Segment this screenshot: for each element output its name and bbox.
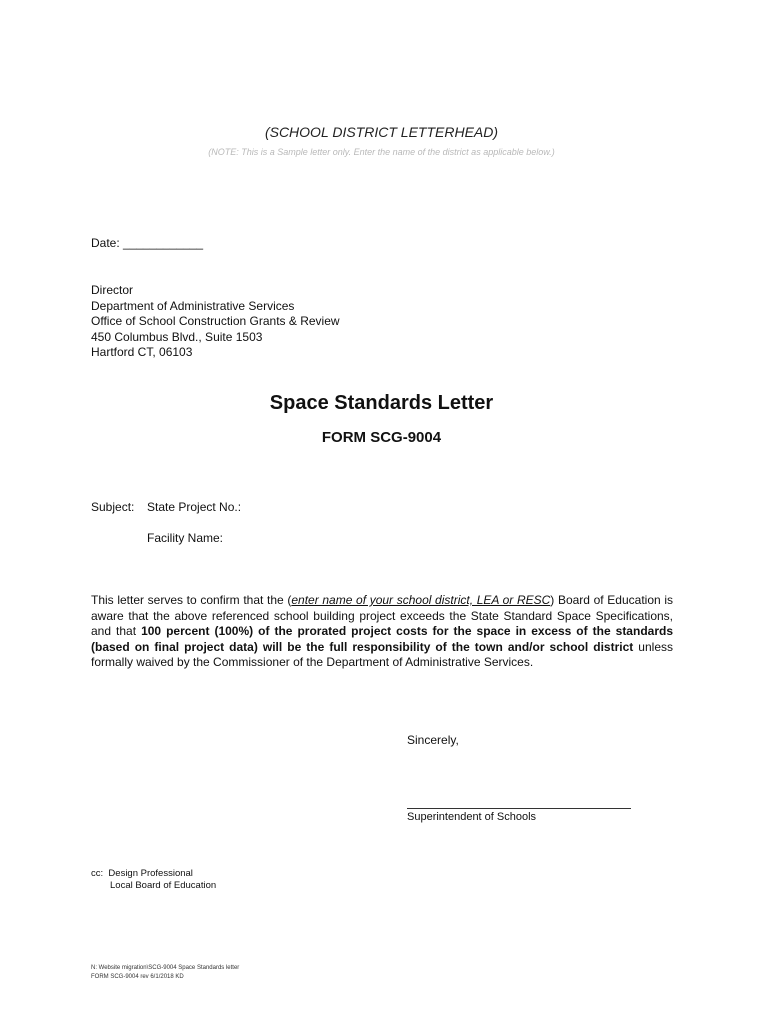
- cc-recipient: Design Professional: [108, 868, 193, 879]
- page-title: Space Standards Letter: [269, 392, 494, 414]
- body-text: ) Board of Education is aware that the above referenced school building project exceeds the State Standard Space Specifications, and that: [91, 593, 673, 639]
- facility-name-field: Facility Name:: [147, 531, 224, 545]
- state-project-field: State Project No.:: [147, 500, 242, 514]
- signature-title: Superintendent of Schools: [407, 811, 537, 823]
- footer-path: N: Website migration\SCG-9004 Space Standards letter: [91, 965, 240, 971]
- subject-label: Subject:: [91, 500, 135, 514]
- letterhead-title: (SCHOOL DISTRICT LETTERHEAD): [264, 124, 499, 140]
- letter-body: [91, 593, 673, 671]
- recipient-line: Hartford CT, 06103: [91, 345, 193, 360]
- cc-block: [91, 868, 216, 892]
- district-placeholder: enter name of your school district, LEA or RESC: [291, 593, 551, 607]
- body-text: This letter serves to confirm that the (: [91, 593, 292, 607]
- footer-revision: FORM SCG-9004 rev 6/1/2018 KD: [91, 974, 184, 980]
- body-emphasis: 100 percent (100%) of the prorated project costs for the space in excess of the standards (based on final project data) will be the full responsibility of the town and/or school district: [91, 624, 673, 654]
- date-field: Date: ____________: [91, 236, 204, 250]
- recipient-address: [91, 283, 340, 361]
- signature-line: [407, 808, 631, 809]
- letterhead-note: (NOTE: This is a Sample letter only. Enter the name of the district as applicable below.): [208, 147, 555, 157]
- form-number: FORM SCG-9004: [321, 429, 442, 446]
- document-footer: [91, 964, 239, 982]
- recipient-line: Office of School Construction Grants & Review: [91, 314, 340, 329]
- cc-recipient: Local Board of Education: [110, 880, 217, 891]
- recipient-line: Department of Administrative Services: [91, 298, 295, 313]
- cc-label: cc:: [91, 868, 104, 879]
- body-text: unless formally waived by the Commissioner of the Department of Administrative Services.: [91, 639, 673, 670]
- closing-salutation: Sincerely,: [407, 733, 459, 747]
- recipient-line: Director: [91, 283, 134, 297]
- recipient-line: 450 Columbus Blvd., Suite 1503: [91, 329, 263, 344]
